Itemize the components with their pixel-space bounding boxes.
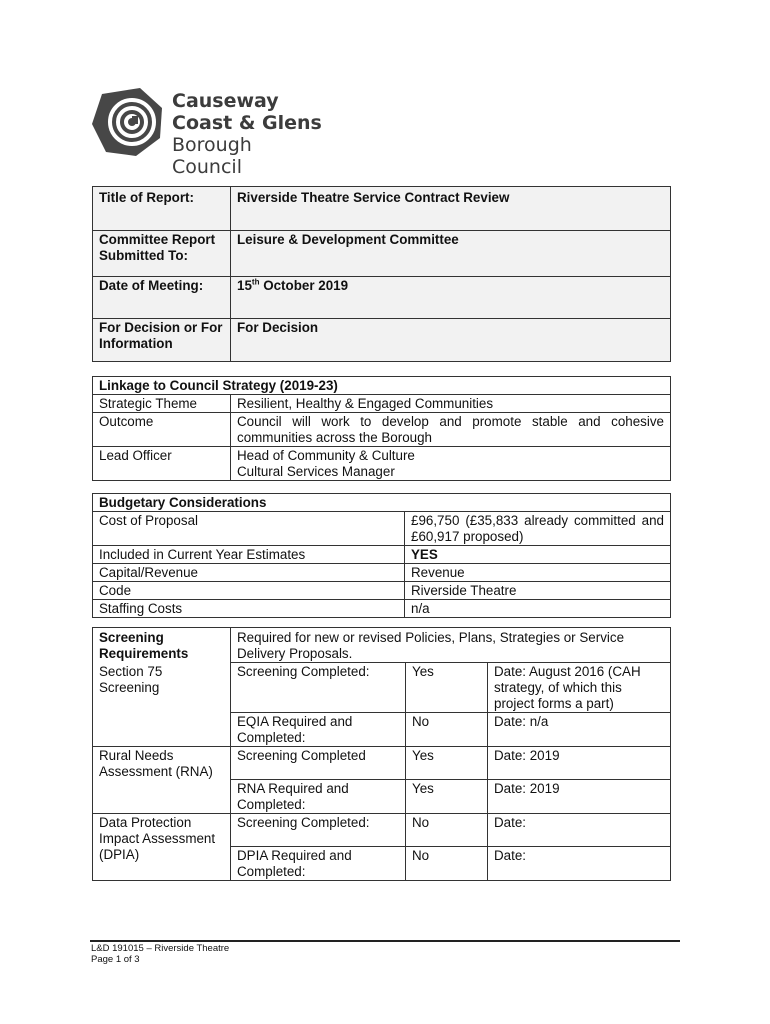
decision-value: For Decision <box>231 319 671 362</box>
dpia-item: DPIA Required and Completed: <box>231 847 406 881</box>
officer-label: Lead Officer <box>93 447 231 481</box>
budget-heading: Budgetary Considerations <box>93 494 671 512</box>
rna-date: Date: 2019 <box>488 780 671 814</box>
budget-row-value: Riverside Theatre <box>405 582 671 600</box>
budget-row-value: n/a <box>405 600 671 618</box>
decision-label: For Decision or For Information <box>93 319 231 362</box>
logo-line-2: Coast & Glens <box>172 112 322 134</box>
screening-intro: Required for new or revised Policies, Plans, Strategies or Service Delivery Proposals. <box>231 628 671 663</box>
budget-row-label: Included in Current Year Estimates <box>93 546 405 564</box>
s75-date: Date: August 2016 (CAH strategy, of which this project forms a part) <box>488 663 671 713</box>
s75-answer: Yes <box>406 663 488 713</box>
date-label: Date of Meeting: <box>93 277 231 319</box>
report-details-table <box>92 186 671 362</box>
page-footer <box>91 943 229 965</box>
budget-row-value: Revenue <box>405 564 671 582</box>
logo-line-3: Borough Council <box>172 134 252 178</box>
outcome-value: Council will work to develop and promote stable and cohesive communities across the Borough <box>231 413 671 447</box>
s75-item: Screening Completed: <box>231 663 406 713</box>
footer-reference: L&D 191015 – Riverside Theatre <box>91 943 230 954</box>
s75-date: Date: n/a <box>488 713 671 747</box>
rna-item: RNA Required and Completed: <box>231 780 406 814</box>
budget-row-label: Cost of Proposal <box>93 512 405 546</box>
budget-table <box>92 493 671 618</box>
rna-date: Date: 2019 <box>488 747 671 780</box>
dpia-label: Data Protection Impact Assessment (DPIA) <box>93 814 231 881</box>
screening-table <box>92 627 671 881</box>
linkage-heading: Linkage to Council Strategy (2019-23) <box>93 377 671 395</box>
budget-row-value: £96,750 (£35,833 already committed and £60,917 proposed) <box>405 512 671 546</box>
outcome-label: Outcome <box>93 413 231 447</box>
budget-row-value: YES <box>405 546 671 564</box>
date-value: 15th October 2019 <box>231 277 671 319</box>
committee-value: Leisure & Development Committee <box>231 231 671 277</box>
rna-answer: Yes <box>406 780 488 814</box>
budget-row-label: Code <box>93 582 405 600</box>
s75-label: Section 75 Screening <box>93 663 231 747</box>
dpia-item: Screening Completed: <box>231 814 406 847</box>
officer-line-2: Cultural Services Manager <box>237 464 395 479</box>
theme-value: Resilient, Healthy & Engaged Communities <box>231 395 671 413</box>
budget-row-label: Staffing Costs <box>93 600 405 618</box>
title-label: Title of Report: <box>93 187 231 231</box>
s75-answer: No <box>406 713 488 747</box>
rna-answer: Yes <box>406 747 488 780</box>
swirl-logo-icon <box>92 86 164 158</box>
title-value: Riverside Theatre Service Contract Review <box>231 187 671 231</box>
officer-line-1: Head of Community & Culture <box>237 448 415 463</box>
council-logo <box>92 86 322 178</box>
screening-heading: Screening Requirements <box>93 628 231 663</box>
officer-value <box>231 447 671 481</box>
dpia-answer: No <box>406 814 488 847</box>
footer-divider <box>90 940 680 942</box>
footer-page-number: Page 1 of 3 <box>91 954 140 965</box>
linkage-table <box>92 376 671 481</box>
dpia-date: Date: <box>488 814 671 847</box>
dpia-date: Date: <box>488 847 671 881</box>
committee-label: Committee Report Submitted To: <box>93 231 231 277</box>
rna-item: Screening Completed <box>231 747 406 780</box>
rna-label: Rural Needs Assessment (RNA) <box>93 747 231 814</box>
logo-line-1: Causeway <box>172 90 279 112</box>
theme-label: Strategic Theme <box>93 395 231 413</box>
budget-row-label: Capital/Revenue <box>93 564 405 582</box>
s75-item: EQIA Required and Completed: <box>231 713 406 747</box>
dpia-answer: No <box>406 847 488 881</box>
